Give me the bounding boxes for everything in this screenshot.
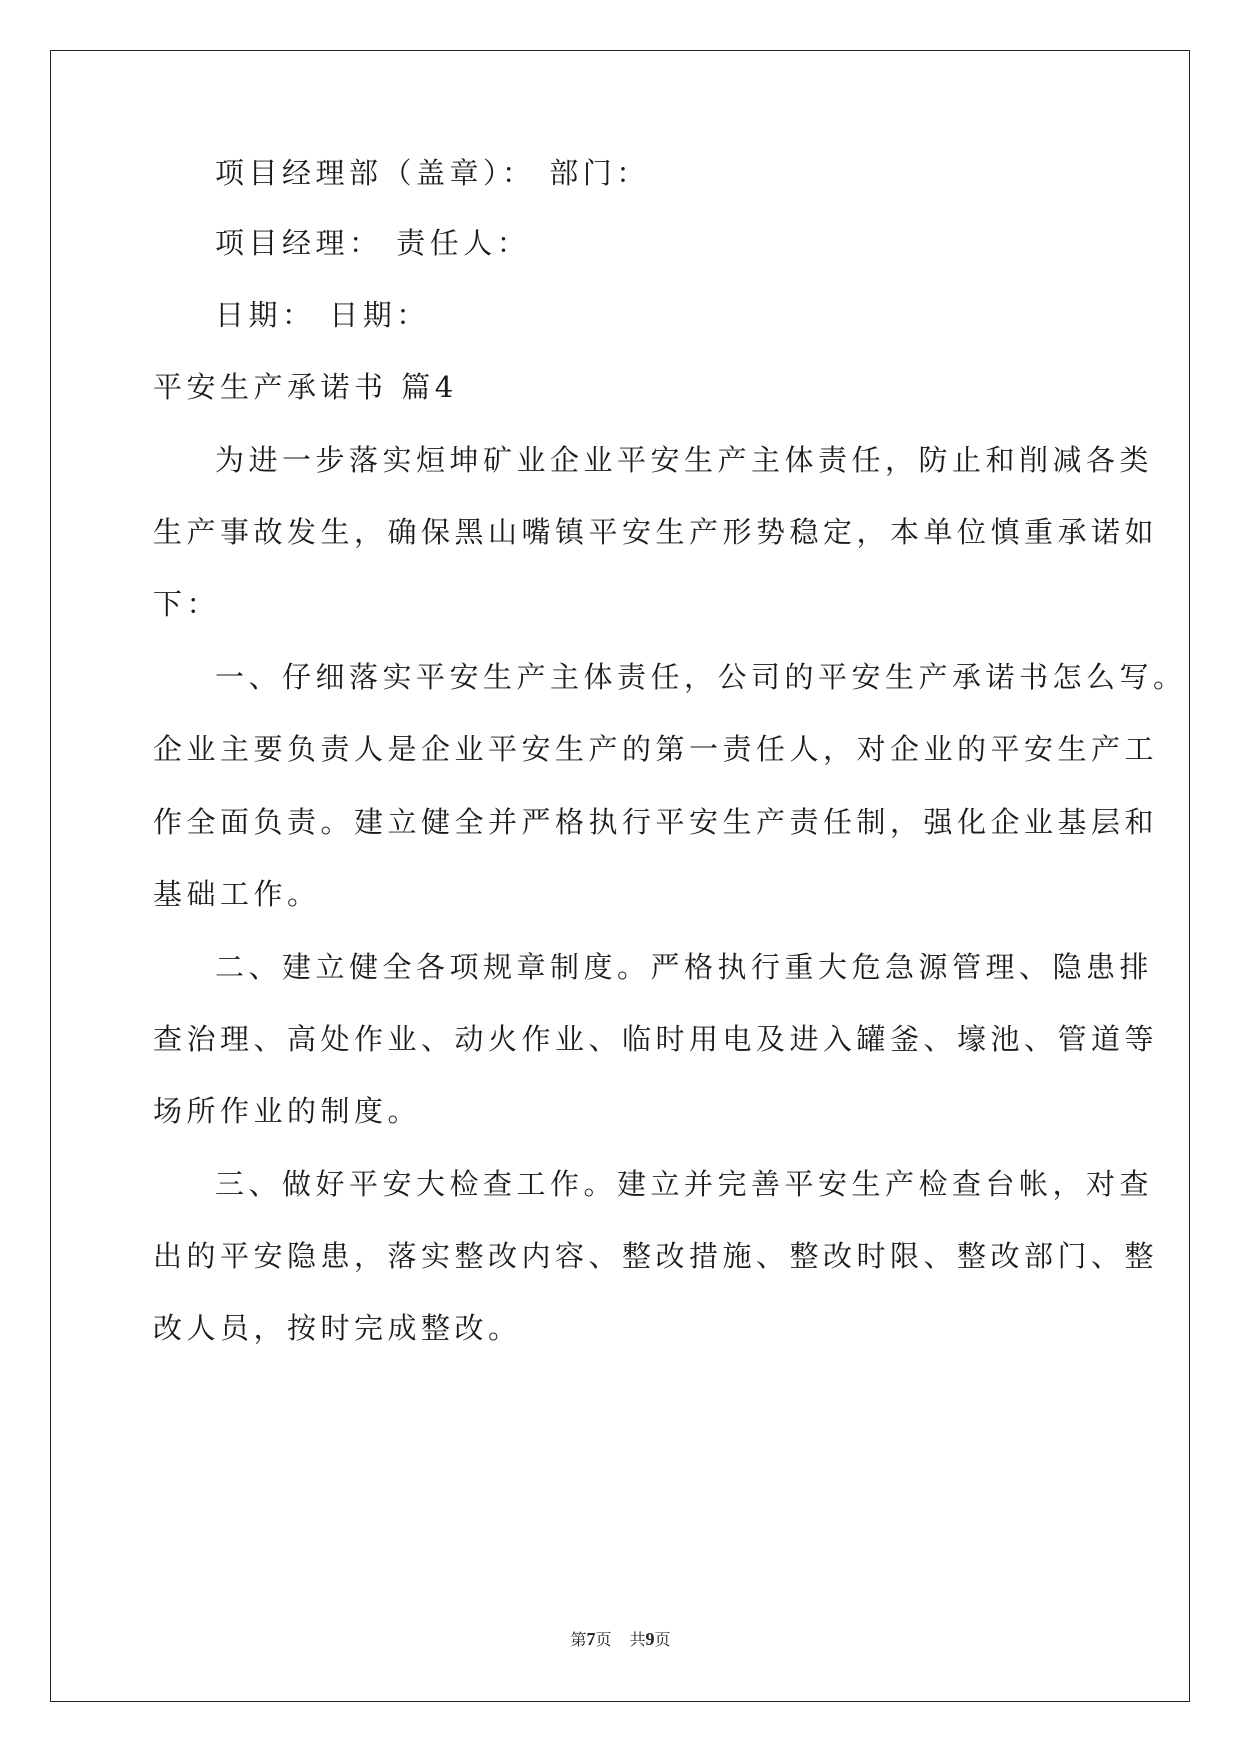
paragraph-line: 一、仔细落实平安生产主体责任，公司的平安生产承诺书怎么写。 <box>215 660 1187 694</box>
paragraph-line: 查治理、高处作业、动火作业、临时用电及进入罐釜、壕池、管道等 <box>153 1022 1159 1056</box>
paragraph-line: 三、做好平安大检查工作。建立并完善平安生产检查台帐，对查 <box>215 1167 1154 1201</box>
paragraph-line: 改人员，按时完成整改。 <box>153 1311 522 1345</box>
paragraph-line: 生产事故发生，确保黑山嘴镇平安生产形势稳定，本单位慎重承诺如 <box>153 515 1159 549</box>
page-prefix: 第 <box>570 1630 587 1649</box>
paragraph-line: 作全面负责。建立健全并严格执行平安生产责任制，强化企业基层和 <box>153 805 1159 839</box>
paragraph-line: 为进一步落实烜坤矿业企业平安生产主体责任，防止和削减各类 <box>215 443 1154 477</box>
paragraph-line: 场所作业的制度。 <box>153 1094 422 1128</box>
total-pages: 9 <box>645 1629 655 1649</box>
total-suffix: 页 <box>654 1630 671 1649</box>
paragraph-line: 基础工作。 <box>153 877 321 911</box>
paragraph-line: 下： <box>153 587 221 621</box>
total-prefix: 共 <box>629 1630 646 1649</box>
section-heading: 平安生产承诺书 篇4 <box>153 370 458 404</box>
signature-line-stamp: 项目经理部（盖章）： 部门： <box>215 156 650 190</box>
paragraph-line: 出的平安隐患，落实整改内容、整改措施、整改时限、整改部门、整 <box>153 1239 1159 1273</box>
page-footer <box>0 1628 1241 1651</box>
paragraph-line: 企业主要负责人是企业平安生产的第一责任人，对企业的平安生产工 <box>153 732 1159 766</box>
paragraph-line: 二、建立健全各项规章制度。严格执行重大危急源管理、隐患排 <box>215 950 1154 984</box>
page-number: 7 <box>586 1629 596 1649</box>
signature-line-date: 日期： 日期： <box>215 298 430 332</box>
page-suffix: 页 <box>595 1630 612 1649</box>
signature-line-manager: 项目经理： 责任人： <box>215 226 531 260</box>
